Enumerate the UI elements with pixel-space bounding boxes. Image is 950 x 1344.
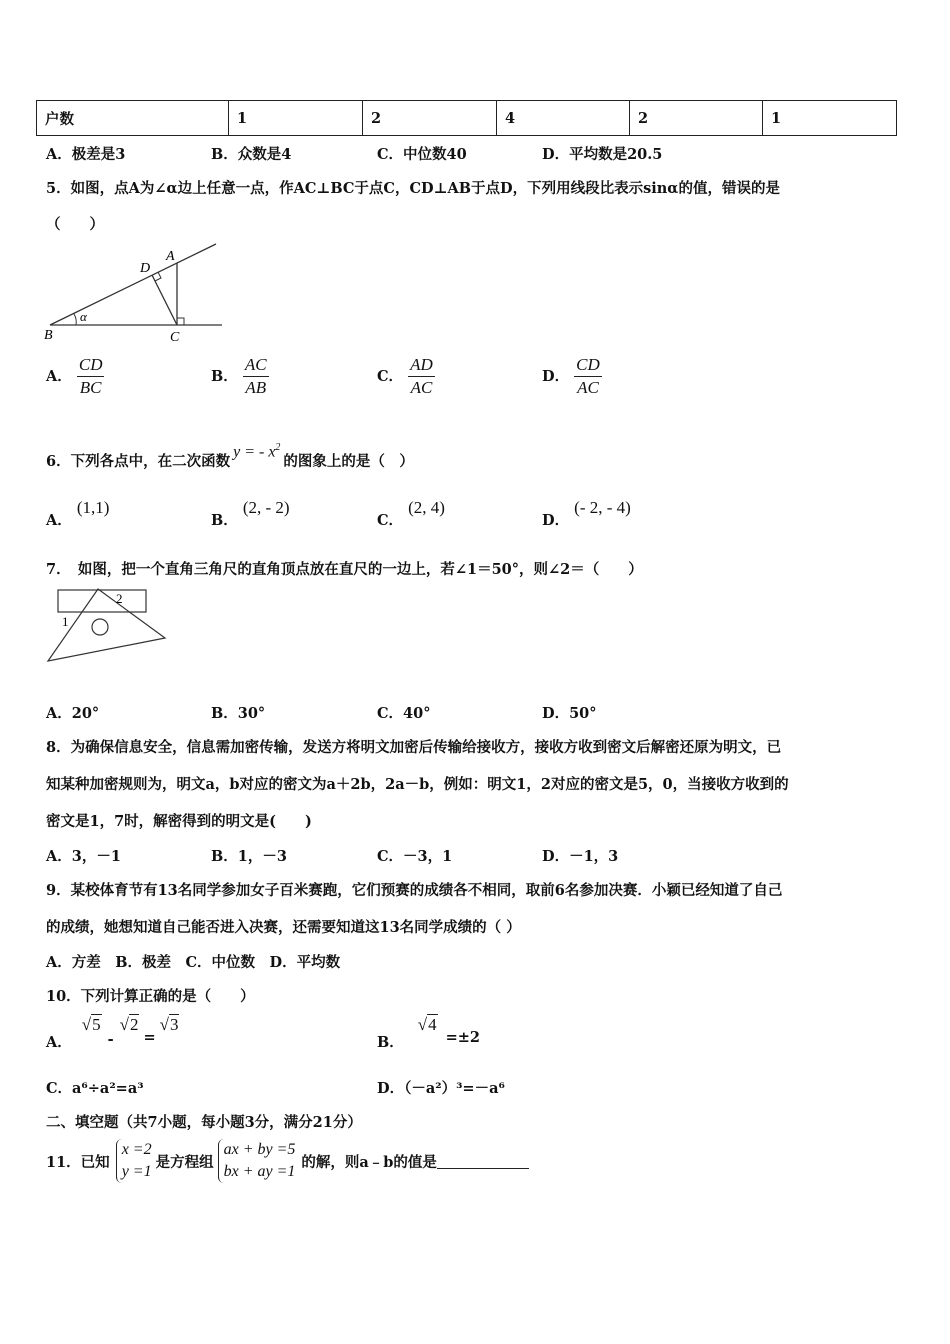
q4-option-d: D．平均数是20.5 — [542, 146, 663, 163]
q7-circle — [92, 619, 108, 635]
q10-option-a — [46, 1015, 179, 1052]
q7-ruler — [58, 590, 146, 612]
denominator: AB — [245, 378, 267, 397]
option-label: B． — [211, 368, 238, 385]
numerator: AC — [243, 354, 269, 377]
section-heading: 二、填空题（共7小题，每小题3分，满分21分） — [46, 1114, 362, 1131]
option-label: D． — [542, 368, 570, 385]
system-line: bx + ay =1 — [223, 1163, 296, 1180]
q10-option-c: C．a⁶÷a²=a³ — [46, 1080, 144, 1097]
q10-stem: 10．下列计算正确的是（ ） — [46, 988, 255, 1005]
q6-option-c — [377, 497, 445, 529]
q6-stem-before: 6．下列各点中，在二次函数 — [46, 452, 231, 470]
option-label: B． — [211, 512, 238, 529]
q6-option-d — [542, 497, 631, 529]
minus-sign: - — [107, 1031, 114, 1048]
q5-label-a: A — [166, 249, 175, 264]
q11-suffix: 的解，则a﹣b的值是 — [301, 1153, 437, 1171]
radicand: 3 — [169, 1015, 179, 1034]
q9-options: A．方差 B．极差 C．中位数 D．平均数 — [46, 954, 341, 971]
q5-right-angle-c — [177, 318, 184, 325]
q5-label-c: C — [170, 330, 180, 345]
q5-figure — [40, 240, 225, 345]
numerator: AD — [408, 354, 435, 377]
q8-option-a: A．3，－1 — [46, 848, 121, 865]
q8-option-c: C．－3，1 — [377, 848, 453, 865]
option-tail: =±2 — [445, 1029, 480, 1046]
sqrt: √2 — [119, 1015, 139, 1034]
q6-formula — [233, 442, 280, 461]
radicand: 4 — [428, 1015, 437, 1034]
denominator: AC — [577, 378, 599, 397]
q11-middle: 是方程组 — [155, 1153, 214, 1171]
q5-label-alpha: α — [80, 309, 87, 324]
q7-figure — [44, 585, 174, 667]
q7-label-1: 1 — [62, 614, 69, 629]
q6-option-b — [211, 497, 290, 529]
q11-prefix: 11．已知 — [46, 1153, 110, 1171]
fraction — [574, 354, 602, 399]
option-label: A． — [46, 368, 72, 385]
system-line: x =2 — [121, 1141, 152, 1158]
q11-solution-system — [116, 1139, 152, 1183]
answer-blank[interactable] — [437, 1154, 529, 1169]
q7-option-b: B．30° — [211, 705, 266, 722]
q8-line2: 知某种加密规则为，明文a，b对应的密文为a＋2b，2a－b，例如：明文1，2对应的密文是5，0，当接收方收到的 — [46, 776, 789, 793]
q5-option-d — [542, 354, 602, 399]
data-table — [36, 100, 897, 136]
equals-sign: = — [143, 1029, 156, 1046]
table-cell: 1 — [763, 101, 897, 136]
option-label: A． — [46, 512, 72, 529]
q7-option-a: A．20° — [46, 705, 100, 722]
option-label: A． — [46, 1034, 72, 1051]
option-label: B． — [377, 1034, 404, 1051]
q7-stem: 7． 如图，把一个直角三角尺的直角顶点放在直尺的一边上，若∠1＝50°，则∠2＝（ ） — [46, 561, 643, 578]
q9-line1: 9．某校体育节有13名同学参加女子百米赛跑，它们预赛的成绩各不相同，取前6名参加决赛．小颖已经知道了自己 — [46, 882, 783, 899]
q6-option-a — [46, 497, 110, 529]
q11 — [46, 1136, 529, 1186]
q7-option-c: C．40° — [377, 705, 431, 722]
q6-stem-after: 的图象上的是（ ） — [283, 452, 414, 470]
q9-line2: 的成绩，她想知道自己能否进入决赛，还需要知道这13名同学成绩的（ ） — [46, 919, 521, 936]
q5-ray — [50, 244, 216, 325]
table-row-label: 户数 — [37, 101, 229, 136]
q5-label-b: B — [44, 328, 53, 343]
q8-option-d: D．－1，3 — [542, 848, 619, 865]
q10-option-b — [377, 1015, 480, 1052]
q11-equation-system — [218, 1139, 296, 1183]
table-cell: 2 — [630, 101, 763, 136]
q6-stem — [46, 440, 414, 480]
option-label: C． — [377, 512, 404, 529]
sqrt: √3 — [159, 1015, 179, 1034]
system-line: ax + by =5 — [223, 1141, 296, 1158]
q4-option-a: A．极差是3 — [46, 146, 126, 163]
q7-option-d: D．50° — [542, 705, 597, 722]
option-value: (2, - 2) — [242, 498, 290, 517]
numerator: CD — [77, 354, 105, 377]
denominator: BC — [79, 378, 102, 397]
option-value: (2, 4) — [408, 498, 445, 517]
option-label: C． — [377, 368, 404, 385]
q5-segment-cd — [152, 275, 177, 325]
q5-paren: （ ） — [46, 216, 104, 233]
q8-line1: 8．为确保信息安全，信息需加密传输，发送方将明文加密后传输给接收方，接收方收到密文后解密还原为明文，已 — [46, 739, 782, 756]
system-line: y =1 — [121, 1163, 152, 1180]
table-row — [37, 101, 897, 136]
table-cell: 1 — [229, 101, 363, 136]
fraction — [408, 354, 435, 399]
table-cell: 2 — [363, 101, 497, 136]
option-value: (- 2, - 4) — [574, 498, 631, 517]
q6-formula-text: y = - x — [233, 443, 276, 461]
sqrt: √4 — [417, 1015, 437, 1034]
q7-label-2: 2 — [116, 591, 123, 606]
sqrt: √5 — [81, 1015, 101, 1034]
radicand: 5 — [92, 1015, 101, 1034]
q4-option-c: C．中位数40 — [377, 146, 467, 163]
q5-stem: 5．如图，点A为∠α边上任意一点，作AC⊥BC于点C，CD⊥AB于点D，下列用线段比表示sinα的值，错误的是 — [46, 180, 780, 197]
q4-option-b: B．众数是4 — [211, 146, 292, 163]
table-cell: 4 — [497, 101, 630, 136]
radicand: 2 — [129, 1015, 139, 1034]
q10-option-d: D．（－a²）³=－a⁶ — [377, 1080, 505, 1097]
q6-formula-exp: 2 — [275, 442, 281, 454]
q5-option-b — [211, 354, 269, 399]
option-label: D． — [542, 512, 570, 529]
q5-option-c — [377, 354, 435, 399]
q5-option-a — [46, 354, 104, 399]
q8-line3: 密文是1，7时，解密得到的明文是( ) — [46, 813, 312, 830]
option-value: (1,1) — [76, 498, 110, 517]
denominator: AC — [410, 378, 433, 397]
q5-label-d: D — [140, 261, 151, 276]
q8-option-b: B．1，－3 — [211, 848, 287, 865]
q5-angle-arc — [74, 314, 76, 325]
numerator: CD — [574, 354, 602, 377]
fraction — [77, 354, 105, 399]
fraction — [243, 354, 269, 399]
